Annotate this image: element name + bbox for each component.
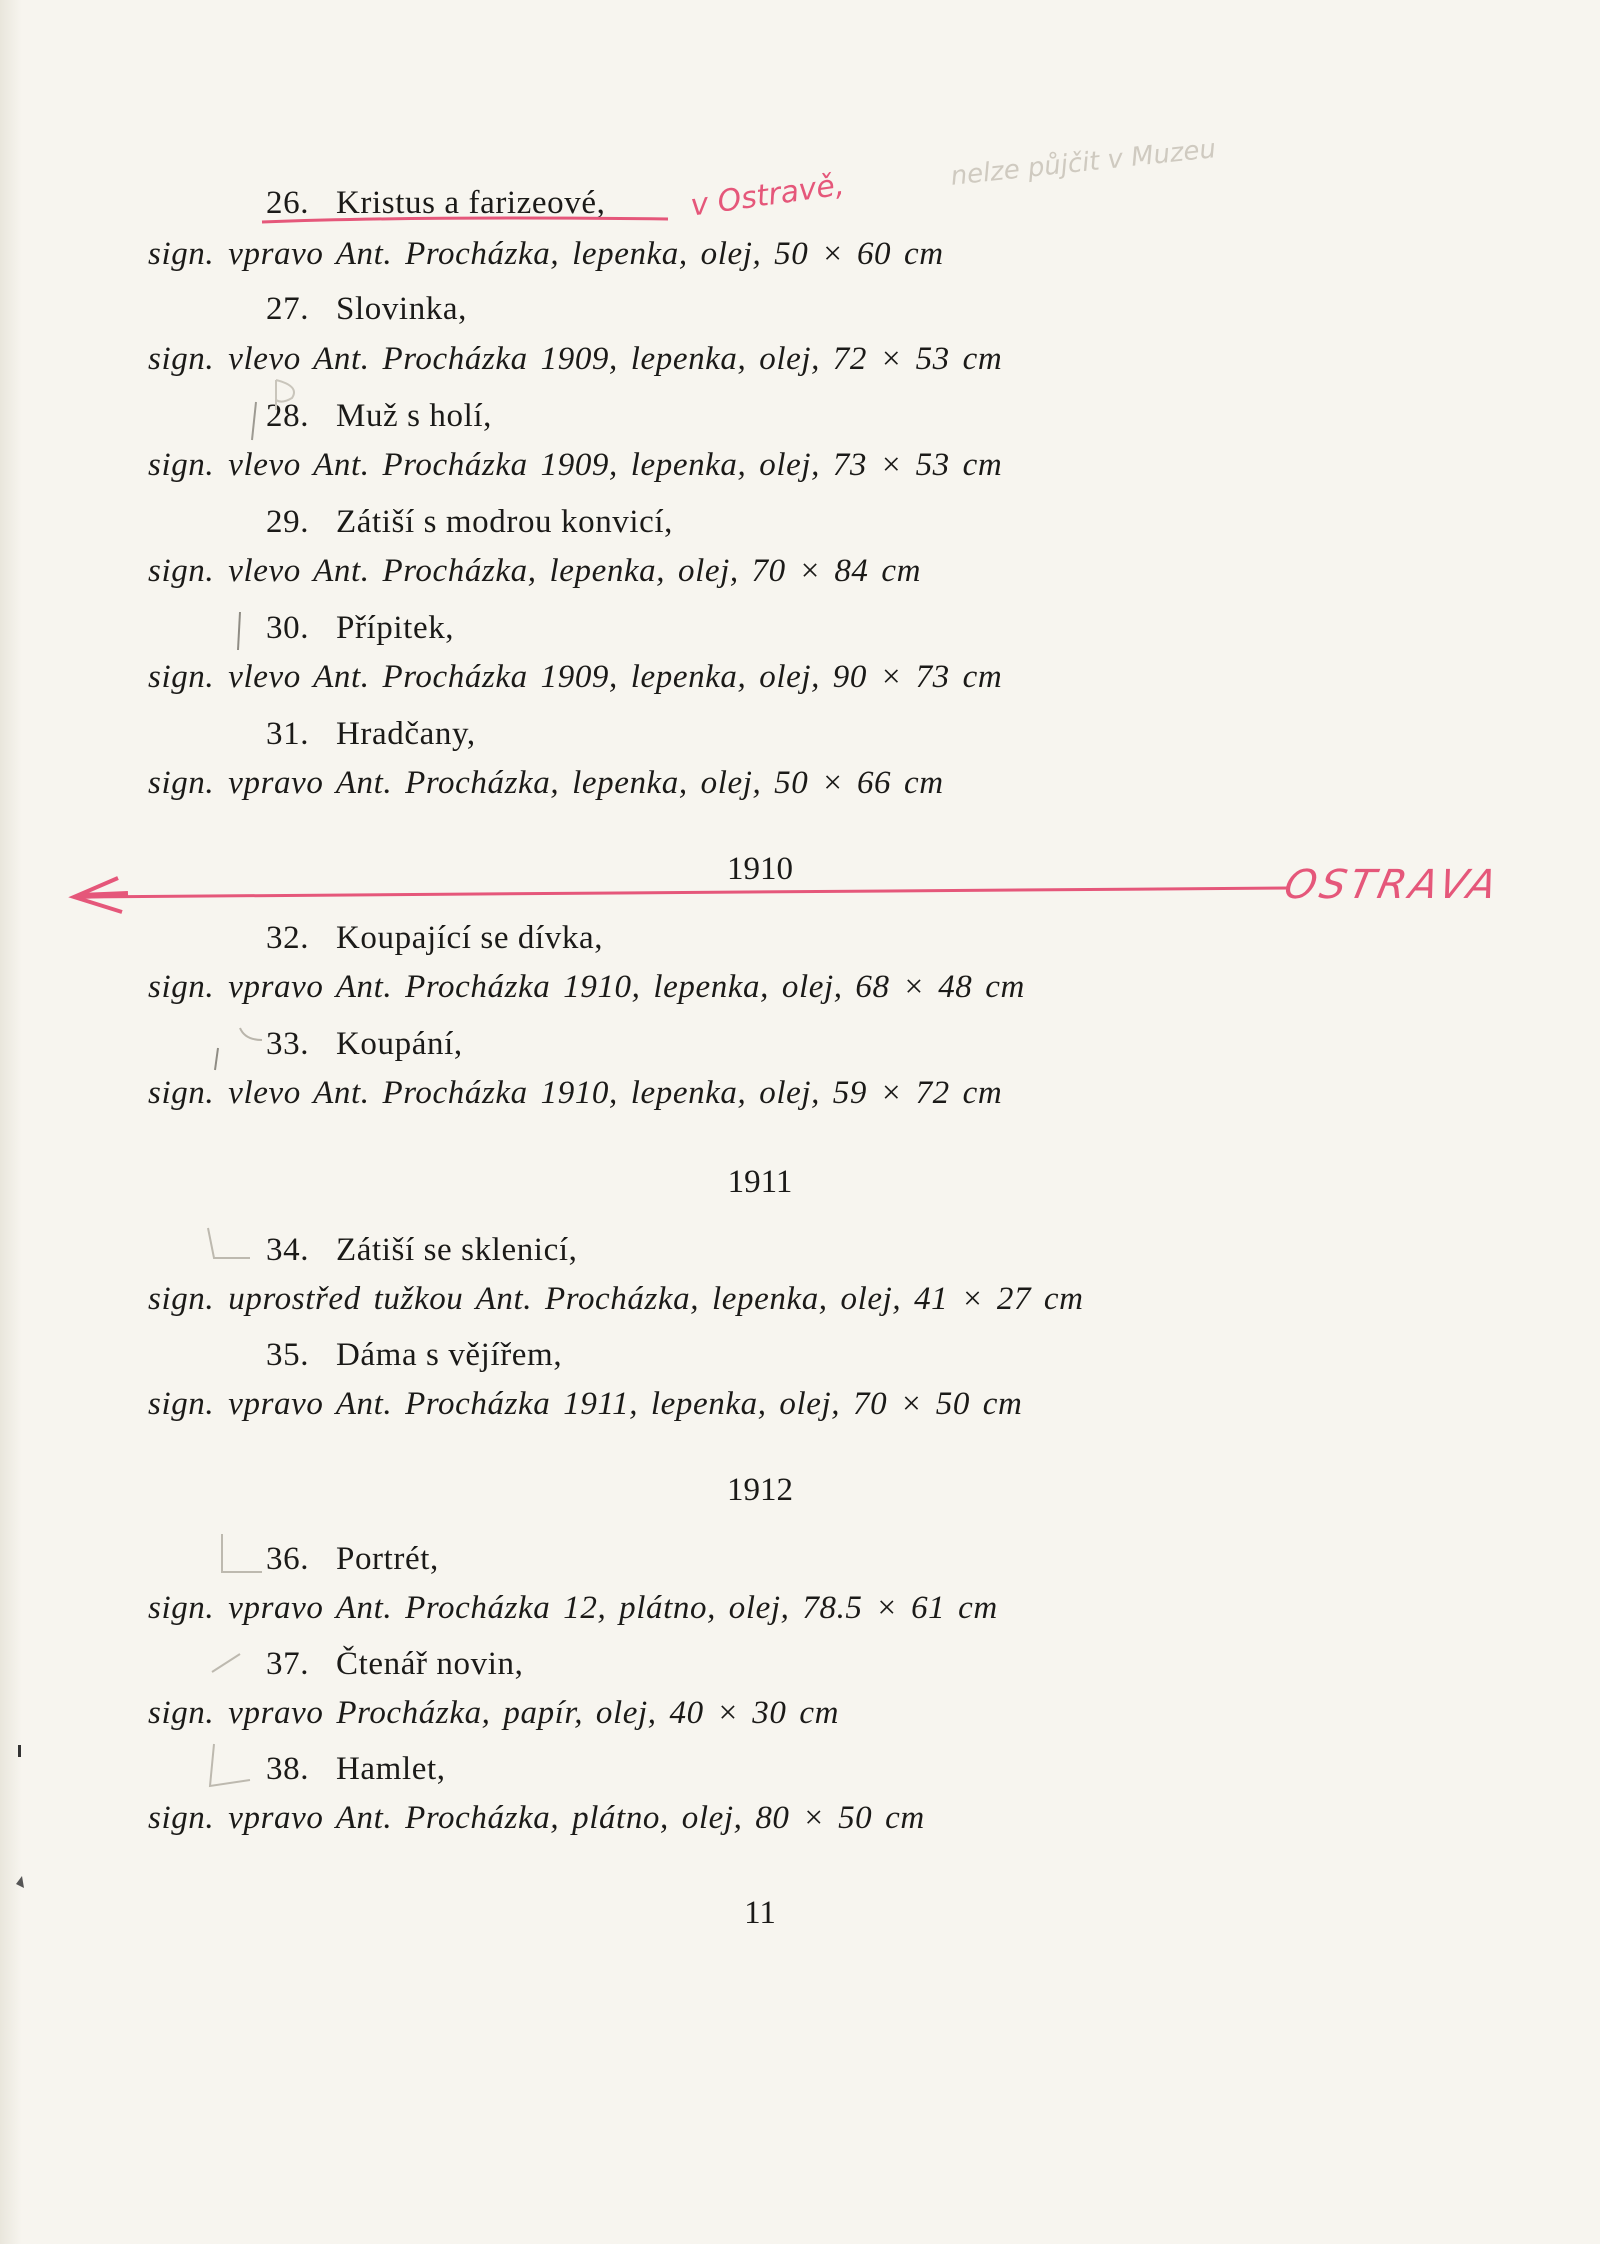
entry-29-signature: sign. vlevo Ant. Procházka, lepenka, olej, 70 × 84 cm [148,553,922,589]
entry-34-signature: sign. uprostřed tužkou Ant. Procházka, lepenka, olej, 41 × 27 cm [148,1281,1084,1317]
entry-29-title: 29. Zátiší s modrou konvicí, [266,504,674,540]
entry-28-signature: sign. vlevo Ant. Procházka 1909, lepenka, olej, 73 × 53 cm [148,447,1003,483]
entry-37-signature: sign. vpravo Procházka, papír, olej, 40 × 30 cm [148,1695,839,1731]
entry-32-signature: sign. vpravo Ant. Procházka 1910, lepenka, olej, 68 × 48 cm [148,969,1025,1005]
pencil-check-38 [210,1744,250,1786]
pencil-mark-28 [252,402,256,440]
pencil-mark-30 [238,612,240,650]
entry-27-title: 27. Slovinka, [266,291,467,327]
entry-26-title: 26. Kristus a farizeové, [266,185,606,221]
year-heading-1912: 1912 [727,1472,793,1508]
entry-30-title: 30. Přípitek, [266,610,455,646]
entry-26-signature: sign. vpravo Ant. Procházka, lepenka, olej, 50 × 60 cm [148,236,944,272]
entry-36-title: 36. Portrét, [266,1541,439,1577]
entry-27-signature: sign. vlevo Ant. Procházka 1909, lepenka, olej, 72 × 53 cm [148,341,1003,377]
entry-38-title: 38. Hamlet, [266,1751,446,1787]
margin-dot [18,1745,21,1757]
entry-37-title: 37. Čtenář novin, [266,1646,524,1682]
handwritten-note-top: nelze půjčit v Muzeu [949,134,1218,192]
pencil-check-36 [222,1534,262,1572]
pencil-mark-33 [215,1048,218,1070]
entry-33-title: 33. Koupání, [266,1026,463,1062]
entry-36-signature: sign. vpravo Ant. Procházka 12, plátno, olej, 78.5 × 61 cm [148,1590,998,1626]
margin-tick [16,1876,24,1888]
red-underline-26 [262,218,668,222]
handwritten-red-note: v Ostravě, [688,167,847,224]
entry-34-title: 34. Zátiší se sklenicí, [266,1232,578,1268]
year-heading-1911: 1911 [727,1164,793,1200]
entry-28-title: 28. Muž s holí, [266,398,493,434]
entry-35-title: 35. Dáma s vějířem, [266,1337,563,1373]
page-number: 11 [744,1895,776,1931]
entry-33-signature: sign. vlevo Ant. Procházka 1910, lepenka, olej, 59 × 72 cm [148,1075,1003,1111]
entry-31-signature: sign. vpravo Ant. Procházka, lepenka, olej, 50 × 66 cm [148,765,944,801]
entry-30-signature: sign. vlevo Ant. Procházka 1909, lepenka, olej, 90 × 73 cm [148,659,1003,695]
red-arrow-head-inner [80,894,128,896]
year-heading-1910: 1910 [727,851,793,887]
red-arrow-line [78,888,1290,897]
entry-31-title: 31. Hradčany, [266,716,476,752]
pencil-check-37 [212,1654,240,1672]
pencil-letter-27 [276,380,294,410]
entry-32-title: 32. Koupající se dívka, [266,920,604,956]
entry-38-signature: sign. vpravo Ant. Procházka, plátno, olej, 80 × 50 cm [148,1800,925,1836]
pencil-check-34 [208,1228,250,1258]
entry-35-signature: sign. vpravo Ant. Procházka 1911, lepenka, olej, 70 × 50 cm [148,1386,1023,1422]
handwritten-ostrava-label: OSTRAVA [1280,862,1505,908]
pencil-check-33 [240,1028,262,1040]
